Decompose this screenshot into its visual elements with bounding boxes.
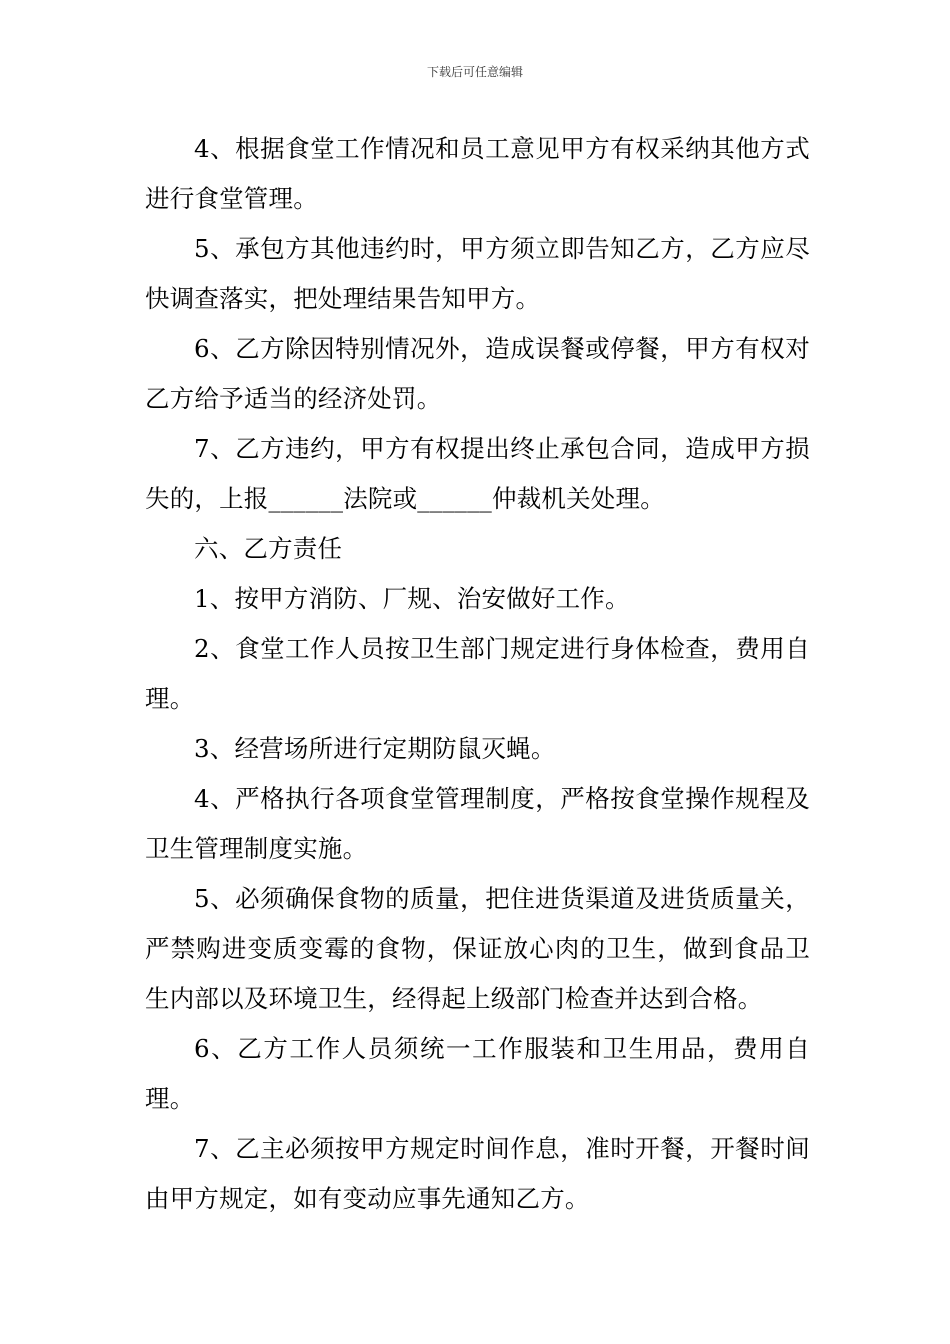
- duty-5-food-quality: 5、必须确保食物的质量，把住进货渠道及进货质量关，严禁购进变质变霉的食物，保证放心肉的卫生，做到食品卫生内部以及环境卫生，经得起上级部门检查并达到合格。: [145, 884, 810, 1013]
- document-body: [145, 124, 810, 1224]
- paragraph-7-contract-termination: 7、乙方违约，甲方有权提出终止承包合同，造成甲方损失的，上报______法院或______仲裁机关处理。: [145, 434, 810, 513]
- duty-6-uniforms: 6、乙方工作人员须统一工作服装和卫生用品，费用自理。: [145, 1034, 810, 1113]
- duty-7-schedule: 7、乙主必须按甲方规定时间作息，准时开餐，开餐时间由甲方规定，如有变动应事先通知乙方。: [145, 1134, 810, 1213]
- paragraph-5-other-breach: 5、承包方其他违约时，甲方须立即告知乙方，乙方应尽快调查落实，把处理结果告知甲方。: [145, 234, 810, 313]
- duty-3-pest-control: 3、经营场所进行定期防鼠灭蝇。: [194, 734, 556, 763]
- duty-2-health-check: 2、食堂工作人员按卫生部门规定进行身体检查，费用自理。: [145, 634, 810, 713]
- duty-4-management-rules: 4、严格执行各项食堂管理制度，严格按食堂操作规程及卫生管理制度实施。: [145, 784, 810, 863]
- section-heading-party-b-duties: 六、乙方责任: [194, 534, 343, 563]
- paragraph-4-canteen-management: 4、根据食堂工作情况和员工意见甲方有权采纳其他方式进行食堂管理。: [145, 134, 810, 213]
- page-header: 下载后可任意编辑: [426, 65, 523, 79]
- paragraph-6-meal-delay-penalty: 6、乙方除因特别情况外，造成误餐或停餐，甲方有权对乙方给予适当的经济处罚。: [145, 334, 810, 413]
- duty-1-fire-safety: 1、按甲方消防、厂规、治安做好工作。: [194, 584, 630, 613]
